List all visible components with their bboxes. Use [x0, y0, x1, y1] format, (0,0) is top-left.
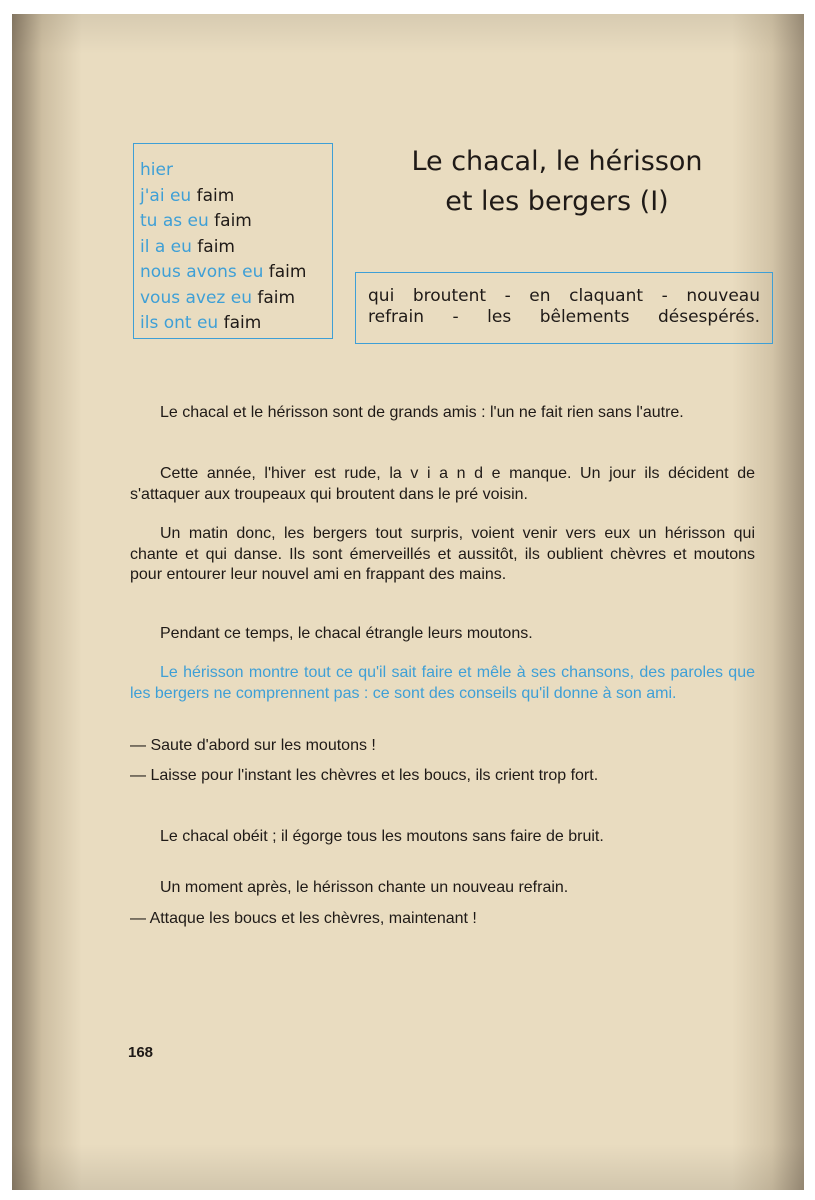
conjugation-line [140, 209, 332, 235]
conjugation-word: faim [191, 185, 235, 206]
paragraph-2: Cette année, l'hiver est rude, la v i a n d e manque. Un jour ils décident de s'attaquer aux troupeaux qui broutent dans le pré voisin. [130, 465, 755, 503]
conjugation-word: faim [191, 236, 235, 257]
conjugation-pronoun: vous avez eu [140, 287, 252, 308]
dialogue-1: — Saute d'abord sur les moutons ! [130, 737, 376, 754]
page-number: 168 [128, 1044, 154, 1061]
conjugation-pronoun: il a eu [140, 236, 192, 257]
paragraph-4: Pendant ce temps, le chacal étrangle leurs moutons. [160, 625, 533, 642]
vocabulary-line-1: qui broutent - en claquant - nouveau [368, 286, 760, 306]
conjugation-box [133, 143, 333, 339]
conjugation-line [140, 184, 332, 210]
paragraph-5-blue: Le hérisson montre tout ce qu'il sait faire et mêle à ses chansons, des paroles que les bergers ne comprennent pas : ce sont des conseils qu'il donne à son ami. [130, 664, 755, 702]
paragraph-1: Le chacal et le hérisson sont de grands amis : l'un ne fait rien sans l'autre. [160, 404, 684, 421]
conjugation-pronoun: tu as eu [140, 211, 209, 231]
vocabulary-box [355, 272, 773, 344]
conjugation-line [140, 235, 332, 261]
paragraph-7: Un moment après, le hérisson chante un nouveau refrain. [160, 879, 569, 896]
paragraph-6: Le chacal obéit ; il égorge tous les moutons sans faire de bruit. [160, 828, 604, 845]
title-line-1: Le chacal, le hérisson [411, 146, 703, 177]
conjugation-word: faim [218, 313, 262, 333]
conjugation-pronoun: nous avons eu [140, 262, 264, 282]
conjugation-line [140, 311, 332, 337]
book-page [12, 14, 804, 1190]
conjugation-word: faim [208, 211, 252, 231]
conjugation-word: faim [252, 287, 296, 308]
conjugation-pronoun: ils ont eu [140, 313, 219, 333]
conjugation-line [140, 158, 332, 184]
conjugation-word: faim [263, 262, 307, 282]
conjugation-pronoun: hier [140, 160, 173, 180]
vocabulary-line-2: refrain - les bêlements désespérés. [368, 307, 760, 327]
conjugation-line [140, 286, 332, 312]
paragraph-3: Un matin donc, les bergers tout surpris, voient venir vers eux un hérisson qui chante et qui danse. Ils sont émerveillés et aussitôt, ils oublient chèvres et moutons pour entourer leur nouvel ami en frappant des mains. [130, 525, 755, 583]
conjugation-pronoun: j'ai eu [140, 185, 192, 206]
dialogue-2: — Laisse pour l'instant les chèvres et les boucs, ils crient trop fort. [130, 767, 599, 784]
title-line-2: et les bergers (I) [445, 186, 669, 217]
conjugation-line [140, 260, 332, 286]
dialogue-3: — Attaque les boucs et les chèvres, maintenant ! [130, 910, 477, 927]
page-title [372, 142, 742, 222]
